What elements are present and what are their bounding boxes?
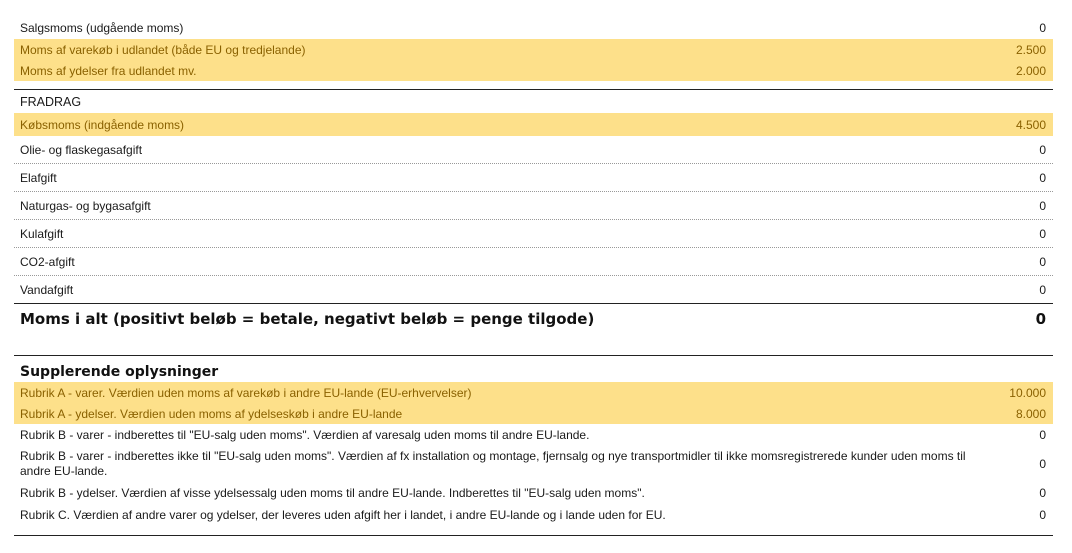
report-row-co2 bbox=[14, 248, 1053, 276]
row-value: 0 bbox=[1039, 226, 1046, 241]
report-row-moms-varekob bbox=[14, 39, 1053, 60]
total-label: Moms i alt (positivt beløb = betale, negativt beløb = penge tilgode) bbox=[20, 310, 595, 328]
section-divider bbox=[14, 81, 1053, 90]
total-value: 0 bbox=[1035, 310, 1046, 328]
row-value: 0 bbox=[1039, 20, 1046, 35]
fradrag-heading bbox=[14, 90, 1053, 113]
report-row-moms-ydelser bbox=[14, 60, 1053, 81]
row-value: 0 bbox=[1039, 170, 1046, 185]
row-label: Moms af varekøb i udlandet (både EU og tredjelande) bbox=[20, 42, 306, 57]
row-value: 0 bbox=[1039, 428, 1046, 442]
row-value: 0 bbox=[1039, 142, 1046, 157]
report-row-kobsmoms bbox=[14, 113, 1053, 136]
report-row-rubrik-b-varer-ikke bbox=[14, 446, 1053, 482]
total-row bbox=[14, 304, 1053, 334]
report-row-olie bbox=[14, 136, 1053, 164]
row-label: Kulafgift bbox=[20, 226, 64, 241]
row-value: 10.000 bbox=[1009, 385, 1046, 400]
report-row-rubrik-b-ydelser bbox=[14, 482, 1053, 504]
row-label: CO2-afgift bbox=[20, 254, 75, 269]
section-title: Supplerende oplysninger bbox=[20, 364, 219, 380]
row-value: 8.000 bbox=[1015, 406, 1046, 421]
report-row-salgsmoms bbox=[14, 16, 1053, 39]
row-label: Rubrik A - varer. Værdien uden moms af varekøb i andre EU-lande (EU-erhvervelser) bbox=[20, 385, 472, 400]
report-row-naturgas bbox=[14, 192, 1053, 220]
row-label: Rubrik B - ydelser. Værdien af visse ydelsessalg uden moms til andre EU-lande. Indberettes til "EU-salg uden moms". bbox=[20, 486, 645, 500]
row-label: Vandafgift bbox=[20, 282, 74, 297]
vat-report bbox=[14, 16, 1053, 536]
row-label: Moms af ydelser fra udlandet mv. bbox=[20, 63, 197, 78]
section-divider bbox=[14, 334, 1053, 356]
row-value: 2.000 bbox=[1015, 63, 1046, 78]
row-value: 2.500 bbox=[1015, 42, 1046, 57]
row-label: Elafgift bbox=[20, 170, 57, 185]
supplerende-heading bbox=[14, 356, 1053, 382]
row-label: Olie- og flaskegasafgift bbox=[20, 142, 143, 157]
row-value: 0 bbox=[1039, 198, 1046, 213]
row-value: 0 bbox=[1039, 254, 1046, 269]
section-heading: FRADRAG bbox=[20, 94, 82, 109]
row-label: Købsmoms (indgående moms) bbox=[20, 117, 185, 132]
row-label: Rubrik C. Værdien af andre varer og ydelser, der leveres uden afgift her i landet, i andre EU-lande og i lande uden for EU. bbox=[20, 507, 666, 522]
row-label: Rubrik B - varer - indberettes ikke til "EU-salg uden moms". Værdien af fx installation og montage, fjernsalg og nye transportmidler til ikke momsregistrerede kunder uden moms til andre EU-lande. bbox=[20, 449, 966, 478]
row-value: 4.500 bbox=[1015, 117, 1046, 132]
row-value: 0 bbox=[1039, 486, 1046, 500]
row-value: 0 bbox=[1039, 507, 1046, 522]
report-row-rubrik-a-ydelser bbox=[14, 403, 1053, 424]
report-row-elafgift bbox=[14, 164, 1053, 192]
row-label: Rubrik B - varer - indberettes til "EU-salg uden moms". Værdien af varesalg uden moms til andre EU-lande. bbox=[20, 428, 590, 442]
row-label: Naturgas- og bygasafgift bbox=[20, 198, 151, 213]
row-label: Salgsmoms (udgående moms) bbox=[20, 20, 184, 35]
row-label: Rubrik A - ydelser. Værdien uden moms af ydelseskøb i andre EU-lande bbox=[20, 406, 403, 421]
report-row-rubrik-c bbox=[14, 504, 1053, 536]
row-value: 0 bbox=[1039, 457, 1046, 471]
report-row-rubrik-b-varer bbox=[14, 424, 1053, 446]
report-row-kulafgift bbox=[14, 220, 1053, 248]
report-row-rubrik-a-varer bbox=[14, 382, 1053, 403]
report-row-vandafgift bbox=[14, 276, 1053, 304]
row-value: 0 bbox=[1039, 282, 1046, 297]
